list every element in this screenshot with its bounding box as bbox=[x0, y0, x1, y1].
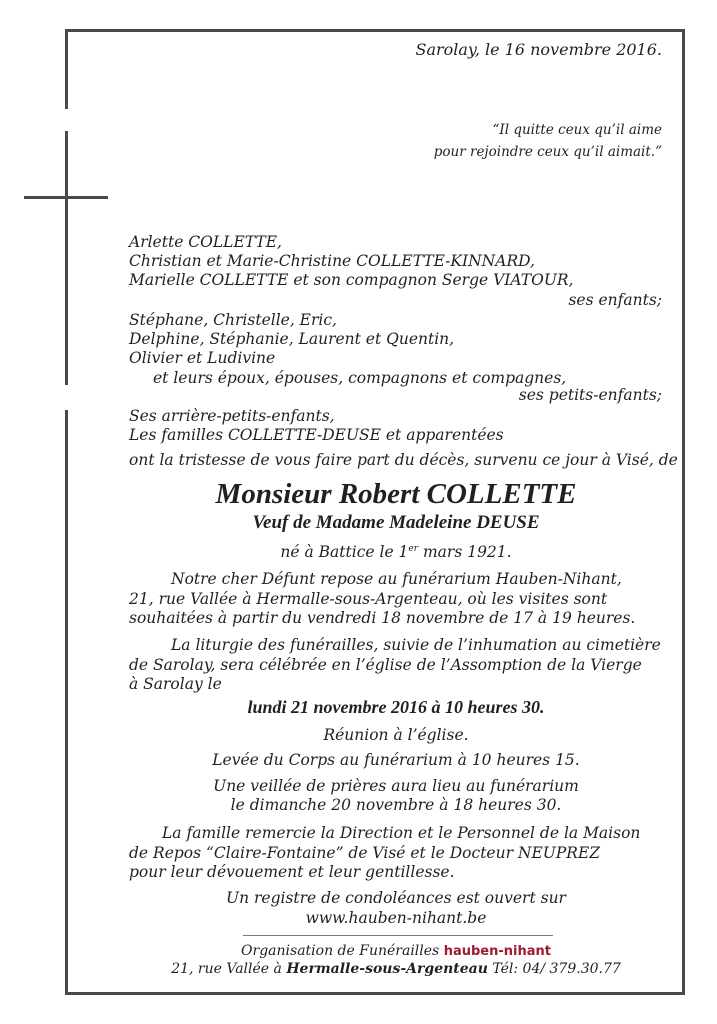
birth-line: né à Battice le 1er mars 1921. bbox=[280, 543, 512, 562]
deceased-name: Monsieur Robert COLLETTE bbox=[215, 478, 577, 510]
place-date: Sarolay, le 16 novembre 2016. bbox=[415, 40, 662, 59]
children-label: ses enfants; bbox=[568, 291, 662, 309]
liturgy-line: à Sarolay le bbox=[129, 675, 222, 693]
footer-separator bbox=[243, 935, 553, 936]
meeting-line: Réunion à l’église. bbox=[323, 726, 469, 744]
address-line: 21, rue Vallée à Hermalle-sous-Argenteau Tél: 04/ 379.30.77 bbox=[171, 961, 621, 977]
liturgy-line: de Sarolay, sera célébrée en l’église de l’Assomption de la Vierge bbox=[129, 656, 642, 674]
grandchildren-label: ses petits-enfants; bbox=[518, 386, 662, 404]
thanks-line: La famille remercie la Direction et le Personnel de la Maison bbox=[162, 824, 641, 842]
registry-line: Un registre de condoléances est ouvert sur bbox=[226, 889, 566, 907]
grandchildren-line: Stéphane, Christelle, Eric, bbox=[129, 311, 337, 329]
quote-line-1: “Il quitte ceux qu’il aime bbox=[492, 122, 662, 138]
quote-line-2: pour rejoindre ceux qu’il aimait.” bbox=[433, 144, 662, 160]
liturgy-line: La liturgie des funérailles, suivie de l’inhumation au cimetière bbox=[171, 636, 661, 654]
brand-logo: hauben-nihant bbox=[443, 944, 551, 959]
cross-horizontal-bar bbox=[24, 196, 108, 199]
family-line: Arlette COLLETTE, bbox=[129, 233, 282, 251]
frame-bottom-border bbox=[65, 992, 685, 995]
vigil-line: Une veillée de prières aura lieu au funérarium bbox=[213, 777, 579, 795]
family-line: Marielle COLLETTE et son compagnon Serge VIATOUR, bbox=[129, 271, 574, 289]
frame-right-border bbox=[682, 29, 685, 995]
repose-line: Notre cher Défunt repose au funérarium Hauben-Nihant, bbox=[171, 570, 622, 588]
family-line: Christian et Marie-Christine COLLETTE-KINNARD, bbox=[129, 252, 535, 270]
thanks-line: pour leur dévouement et leur gentillesse. bbox=[129, 863, 455, 881]
widower-line: Veuf de Madame Madeleine DEUSE bbox=[252, 512, 540, 533]
registry-url[interactable]: www.hauben-nihant.be bbox=[305, 909, 487, 927]
great-grandchildren-line: Ses arrière-petits-enfants, bbox=[129, 407, 335, 425]
repose-line: souhaitées à partir du vendredi 18 novembre de 17 à 19 heures. bbox=[129, 609, 636, 627]
body-removal-line: Levée du Corps au funérarium à 10 heures 15. bbox=[212, 751, 580, 769]
grandchildren-line: Olivier et Ludivine bbox=[129, 349, 276, 367]
organizer-line: Organisation de Funérailles hauben-nihant bbox=[241, 943, 551, 959]
thanks-line: de Repos “Claire-Fontaine” de Visé et le Docteur NEUPREZ bbox=[129, 844, 601, 862]
frame-left-border bbox=[65, 29, 68, 109]
spouses-line: et leurs époux, épouses, compagnons et compagnes, bbox=[153, 369, 567, 387]
vigil-line: le dimanche 20 novembre à 18 heures 30. bbox=[230, 796, 562, 814]
funeral-date: lundi 21 novembre 2016 à 10 heures 30. bbox=[247, 697, 545, 717]
cross-vertical-bar bbox=[65, 131, 68, 385]
families-line: Les familles COLLETTE-DEUSE et apparentées bbox=[129, 426, 504, 444]
frame-top-border bbox=[65, 29, 685, 32]
announcement-line: ont la tristesse de vous faire part du décès, survenu ce jour à Visé, de bbox=[129, 451, 678, 469]
grandchildren-line: Delphine, Stéphanie, Laurent et Quentin, bbox=[129, 330, 455, 348]
repose-line: 21, rue Vallée à Hermalle-sous-Argenteau, où les visites sont bbox=[129, 590, 608, 608]
